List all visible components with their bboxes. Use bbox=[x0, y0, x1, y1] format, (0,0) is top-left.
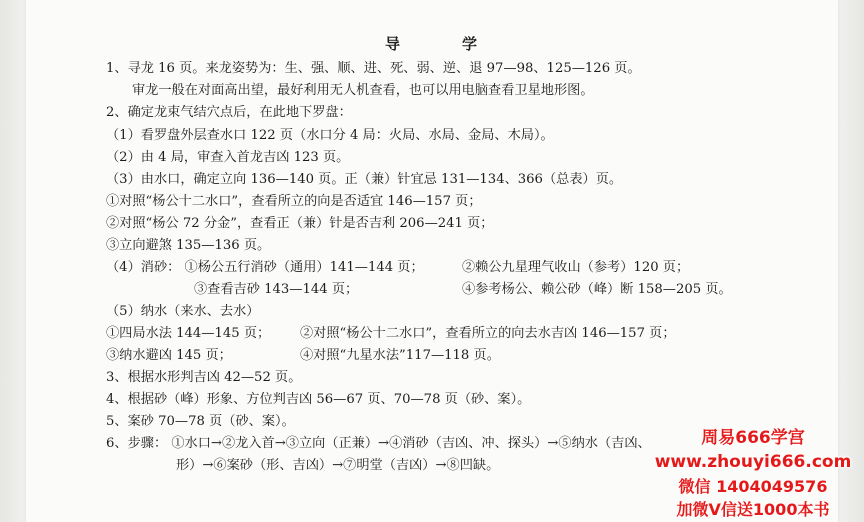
text-line-10b: ②赖公九星理气收山（参考）120 页； bbox=[462, 260, 690, 275]
page-title bbox=[0, 33, 864, 54]
text-line-7: ①对照“杨公十二水口”，查看所立的向是否适宜 146—157 页； bbox=[106, 194, 482, 209]
text-line-6: （3）由水口，确定立向 136—140 页。正（兼）针宜忌 131—134、366（总表）页。 bbox=[106, 172, 623, 187]
text-line-10a: （4）消砂： ①杨公五行消砂（通用）141—144 页； bbox=[106, 260, 424, 275]
text-line-1: 1、寻龙 16 页。来龙姿势为：生、强、顺、进、死、弱、逆、退 97—98、125—126 页。 bbox=[106, 61, 641, 76]
text-line-3: 2、确定龙束气结穴点后，在此地下罗盘： bbox=[106, 105, 352, 120]
text-line-2: 审龙一般在对面高出望，最好利用无人机查看，也可以用电脑查看卫星地形图。 bbox=[132, 83, 594, 98]
text-line-14b: ④对照“九星水法”117—118 页。 bbox=[300, 348, 500, 363]
text-line-11b: ④参考杨公、赖公砂（峰）断 158—205 页。 bbox=[462, 282, 732, 297]
text-line-18: 6、步骤： ①水口→②龙入首→③立向（正兼）→④消砂（吉凶、冲、探头）→⑤纳水（吉凶、 bbox=[106, 436, 651, 451]
text-line-13b: ②对照“杨公十二水口”，查看所立的向去水吉凶 146—157 页； bbox=[300, 326, 676, 341]
watermark-promo: 加微V信送1000本书 bbox=[676, 500, 830, 519]
text-line-4: （1）看罗盘外层查水口 122 页（水口分 4 局：火局、水局、金局、木局）。 bbox=[106, 128, 554, 143]
watermark-brand: 周易666学宫 bbox=[701, 428, 805, 448]
text-line-17: 5、案砂 70—78 页（砂、案）。 bbox=[106, 414, 295, 429]
text-line-16: 4、根据砂（峰）形象、方位判吉凶 56—67 页、70—78 页（砂、案）。 bbox=[106, 392, 531, 407]
text-line-5: （2）由 4 局，审查入首龙吉凶 123 页。 bbox=[106, 150, 350, 165]
page-left-edge bbox=[0, 0, 26, 522]
watermark-wechat: 微信 1404049576 bbox=[678, 477, 828, 496]
title-right-char: 学 bbox=[462, 35, 480, 53]
text-line-14a: ③纳水避凶 145 页； bbox=[106, 348, 232, 363]
text-line-11a: ③查看吉砂 143—144 页； bbox=[194, 282, 359, 297]
text-line-8: ②对照“杨公 72 分金”，查看正（兼）针是否吉利 206—241 页； bbox=[106, 216, 494, 231]
title-left-char: 导 bbox=[384, 35, 402, 53]
text-line-15: 3、根据水形判吉凶 42—52 页。 bbox=[106, 370, 302, 385]
watermark-url: www.zhouyi666.com bbox=[654, 452, 852, 472]
text-line-13a: ①四局水法 144—145 页； bbox=[106, 326, 271, 341]
text-line-19: 形）→⑥案砂（形、吉凶）→⑦明堂（吉凶）→⑧凹缺。 bbox=[176, 458, 500, 473]
text-line-9: ③立向避煞 135—136 页。 bbox=[106, 238, 271, 253]
text-line-12: （5）纳水（来水、去水） bbox=[106, 304, 260, 319]
